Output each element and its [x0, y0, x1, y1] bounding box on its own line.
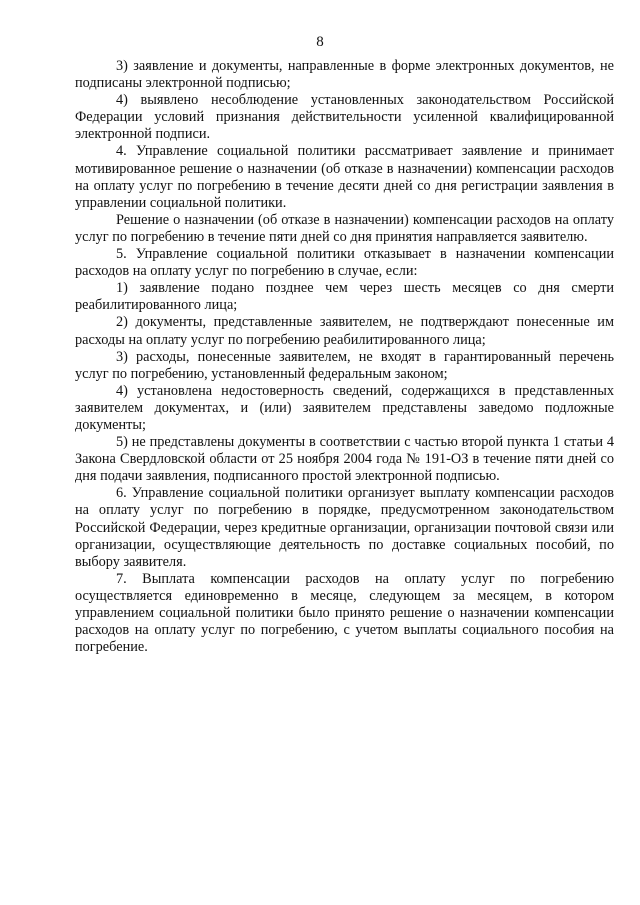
paragraph-refusal-2: 2) документы, представленные заявителем, не подтверждают понесенные им расходы на оплату услуг по погребению реабилитированного лица;: [75, 314, 614, 348]
paragraph-refusal-4: 4) установлена недостоверность сведений, содержащихся в представленных заявителем документах, и (или) заявителем представлены заведомо подложные документы;: [75, 382, 614, 433]
paragraph-item-3: 3) заявление и документы, направленные в форме электронных документов, не подписаны электронной подписью;: [75, 58, 614, 92]
paragraph-section-7: 7. Выплата компенсации расходов на оплату услуг по погребению осуществляется единовременно в месяце, следующем за месяцем, в котором управлением социальной политики было принято решение о назначении компенсации расходов на оплату услуг по погребению, с учетом выплаты социального пособия на погребение.: [75, 570, 614, 656]
paragraph-refusal-3: 3) расходы, понесенные заявителем, не входят в гарантированный перечень услуг по погребению, установленный федеральным законом;: [75, 348, 614, 382]
paragraph-refusal-5: 5) не представлены документы в соответствии с частью второй пункта 1 статьи 4 Закона Свердловской области от 25 ноября 2004 года № 191-ОЗ в течение пяти дней со дня подачи заявления, подписанного простой электронной подписью.: [75, 434, 614, 485]
paragraph-section-4: 4. Управление социальной политики рассматривает заявление и принимает мотивированное решение о назначении (об отказе в назначении) компенсации расходов на оплату услуг по погребению в течение десяти дней со дня регистрации заявления в управлении социальной политики.: [75, 143, 614, 211]
paragraph-section-6: 6. Управление социальной политики организует выплату компенсации расходов на оплату услуг по погребению в порядке, предусмотренном законодательством Российской Федерации, через кредитные организации, организации почтовой связи или организации, осуществляющие деятельность по доставке социальных пособий, по выбору заявителя.: [75, 485, 614, 570]
document-body: [75, 58, 614, 656]
page-number: 8: [316, 34, 324, 50]
paragraph-refusal-1: 1) заявление подано позднее чем через шесть месяцев со дня смерти реабилитированного лица;: [75, 280, 614, 314]
paragraph-decision-notice: Решение о назначении (об отказе в назначении) компенсации расходов на оплату услуг по погребению в течение пяти дней со дня принятия направляется заявителю.: [75, 211, 614, 245]
paragraph-section-5: 5. Управление социальной политики отказывает в назначении компенсации расходов на оплату услуг по погребению в случае, если:: [75, 246, 614, 280]
paragraph-item-4: 4) выявлено несоблюдение установленных законодательством Российской Федерации условий признания действительности усиленной квалифицированной электронной подписи.: [75, 92, 614, 143]
